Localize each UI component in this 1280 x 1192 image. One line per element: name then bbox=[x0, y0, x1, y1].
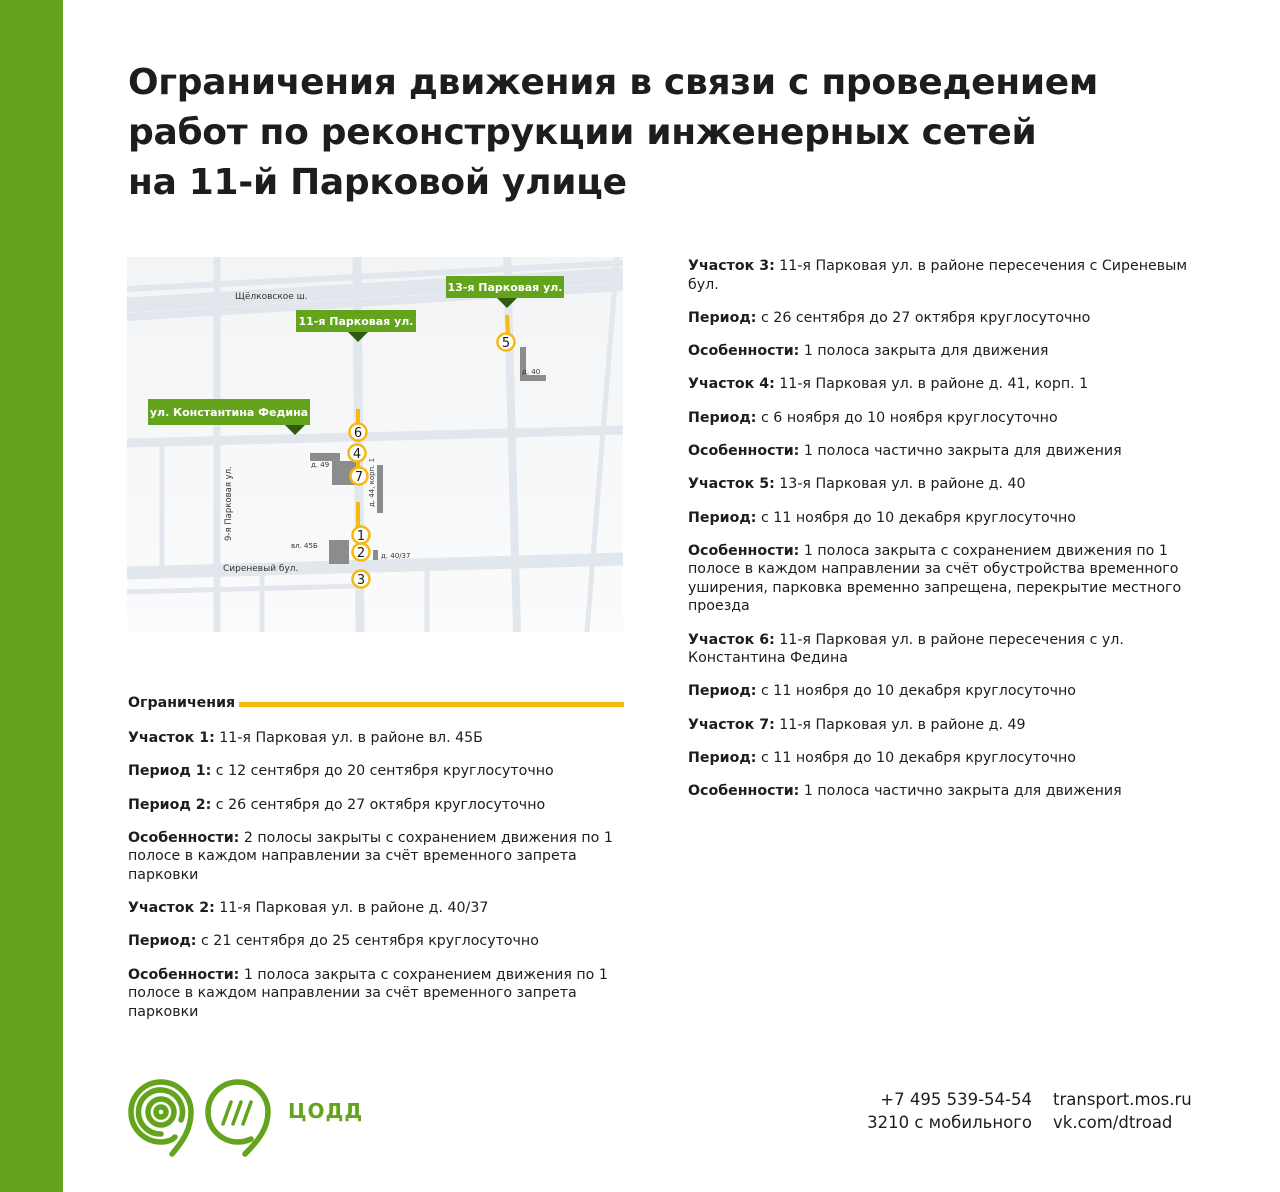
title-line: работ по реконструкции инженерных сетей bbox=[128, 112, 1037, 153]
info-text: 1 полоса закрыта с сохранением движения по 1 полосе в каждом направлении за счёт обустройства временного уширения, парковка временно запрещена, перекрытие местного проезда bbox=[688, 542, 1182, 615]
svg-text:5: 5 bbox=[501, 336, 511, 351]
marker-7 bbox=[351, 468, 368, 486]
label-sirenevy: Сиреневый бул. bbox=[223, 564, 299, 574]
info-item bbox=[688, 542, 1188, 616]
info-text: 11-я Парковая ул. в районе вл. 45Б bbox=[214, 730, 483, 746]
info-text: с 11 ноября до 10 декабря круглосуточно bbox=[756, 683, 1076, 700]
info-label: Период: bbox=[688, 309, 757, 326]
info-label: Участок 4: bbox=[688, 376, 775, 393]
map bbox=[127, 257, 623, 632]
svg-text:2: 2 bbox=[356, 546, 366, 561]
green-side-bar bbox=[0, 0, 63, 1192]
info-item bbox=[688, 631, 1188, 668]
phone-number[interactable]: +7 495 539-54-54 bbox=[880, 1090, 1032, 1109]
svg-text:7: 7 bbox=[354, 470, 364, 485]
info-label: Период: bbox=[688, 509, 757, 526]
info-text: с 12 сентября до 20 сентября круглосуточно bbox=[211, 763, 554, 780]
marker-5 bbox=[498, 334, 515, 352]
svg-text:1: 1 bbox=[356, 529, 366, 544]
info-item bbox=[128, 899, 628, 918]
info-label: Период: bbox=[688, 683, 757, 700]
building-vl45b bbox=[329, 540, 349, 564]
page-title bbox=[128, 58, 1238, 208]
info-label: Особенности: bbox=[688, 783, 800, 800]
codd-brand: ЦОДД bbox=[288, 1099, 364, 1123]
info-text: 1 полоса частично закрыта для движения bbox=[799, 783, 1122, 800]
label-shchelkovskoe: Щёлковское ш. bbox=[235, 292, 308, 302]
legend bbox=[128, 694, 624, 714]
info-item bbox=[128, 829, 628, 885]
label-building-d49: д. 49 bbox=[311, 461, 330, 469]
info-item bbox=[688, 682, 1188, 701]
info-item bbox=[688, 257, 1188, 294]
info-label: Участок 2: bbox=[128, 900, 215, 917]
info-label: Особенности: bbox=[688, 442, 800, 459]
building-d4037 bbox=[373, 550, 378, 560]
footer-links bbox=[1053, 1088, 1192, 1134]
info-text: 1 полоса закрыта с сохранением движения по 1 полосе в каждом направлении за счёт временного запрета парковки bbox=[128, 966, 608, 1020]
label-building-d40: д. 40 bbox=[522, 368, 541, 376]
label-building-d4037: д. 40/37 bbox=[381, 552, 411, 560]
info-label: Особенности: bbox=[128, 829, 240, 846]
marker-6 bbox=[350, 424, 367, 442]
info-label: Период: bbox=[688, 409, 757, 426]
marker-2 bbox=[353, 544, 370, 562]
title-line: на 11-й Парковой улице bbox=[128, 162, 627, 203]
codd-logo-icon bbox=[208, 1082, 268, 1154]
legend-line bbox=[239, 702, 624, 707]
info-text: с 26 сентября до 27 октября круглосуточно bbox=[211, 796, 546, 813]
label-park9: 9-я Парковая ул. bbox=[224, 466, 234, 541]
info-label: Период: bbox=[688, 750, 757, 767]
info-text: 2 полосы закрыты с сохранением движения по 1 полосе в каждом направлении за счёт временного запрета парковки bbox=[128, 829, 613, 883]
info-item bbox=[688, 475, 1188, 494]
info-label: Участок 3: bbox=[688, 258, 775, 274]
info-label: Участок 5: bbox=[688, 476, 775, 493]
callout-park11-text: 11-я Парковая ул. bbox=[298, 315, 414, 328]
mobile-short-number: 3210 с мобильного bbox=[867, 1113, 1032, 1132]
building-d44 bbox=[377, 465, 383, 513]
callout-fedina-text: ул. Константина Федина bbox=[149, 406, 309, 419]
info-item bbox=[128, 729, 628, 748]
info-text: 11-я Парковая ул. в районе пересечения с Сиреневым бул. bbox=[688, 258, 1188, 293]
info-label: Участок 7: bbox=[688, 716, 775, 733]
info-text: с 11 ноября до 10 декабря круглосуточно bbox=[756, 750, 1076, 767]
restrictions-right-column bbox=[688, 257, 1188, 816]
info-item bbox=[688, 749, 1188, 768]
info-text: 1 полоса закрыта для движения bbox=[799, 343, 1049, 360]
label-building-d44: д. 44, корп. 1 bbox=[368, 457, 376, 507]
info-label: Период: bbox=[128, 933, 197, 950]
info-label: Участок 6: bbox=[688, 631, 775, 648]
building-d49 bbox=[310, 453, 340, 461]
label-building-vl45b: вл. 45Б bbox=[291, 542, 318, 550]
info-text: 11-я Парковая ул. в районе д. 41, корп. 1 bbox=[774, 376, 1089, 393]
info-item bbox=[128, 932, 628, 951]
vk-link[interactable]: vk.com/dtroad bbox=[1053, 1113, 1173, 1132]
info-text: с 21 сентября до 25 сентября круглосуточно bbox=[196, 933, 539, 950]
info-label: Период 2: bbox=[128, 796, 212, 813]
info-item bbox=[688, 375, 1188, 394]
info-item bbox=[688, 442, 1188, 461]
info-text: 11-я Парковая ул. в районе пересечения с ул. Константина Федина bbox=[688, 631, 1124, 667]
info-item bbox=[688, 309, 1188, 328]
info-item bbox=[688, 716, 1188, 735]
marker-3 bbox=[353, 571, 370, 589]
info-text: 13-я Парковая ул. в районе д. 40 bbox=[774, 476, 1026, 493]
info-label: Период 1: bbox=[128, 763, 212, 780]
info-item bbox=[128, 796, 628, 815]
svg-text:4: 4 bbox=[352, 447, 362, 462]
marker-4 bbox=[349, 445, 366, 463]
footer-phones bbox=[867, 1088, 1032, 1134]
svg-text:3: 3 bbox=[356, 573, 366, 588]
info-label: Особенности: bbox=[128, 966, 240, 983]
info-text: 1 полоса частично закрыта для движения bbox=[799, 442, 1122, 459]
svg-text:6: 6 bbox=[353, 426, 363, 441]
info-item bbox=[688, 782, 1188, 801]
info-item bbox=[688, 509, 1188, 528]
info-text: с 26 сентября до 27 октября круглосуточно bbox=[756, 309, 1091, 326]
info-text: с 11 ноября до 10 декабря круглосуточно bbox=[756, 509, 1076, 526]
moscow-transport-logo-icon bbox=[131, 1082, 191, 1154]
info-item bbox=[128, 762, 628, 781]
callout-park13-text: 13-я Парковая ул. bbox=[447, 281, 563, 294]
info-item bbox=[688, 342, 1188, 361]
legend-label: Ограничения bbox=[128, 695, 236, 711]
marker-1 bbox=[353, 527, 370, 545]
info-text: с 6 ноября до 10 ноября круглосуточно bbox=[756, 409, 1058, 426]
info-text: 11-я Парковая ул. в районе д. 49 bbox=[774, 716, 1026, 733]
info-label: Особенности: bbox=[688, 343, 800, 360]
info-item bbox=[128, 966, 628, 1022]
info-label: Особенности: bbox=[688, 542, 800, 559]
info-label: Участок 1: bbox=[128, 730, 215, 746]
title-line: Ограничения движения в связи с проведением bbox=[128, 62, 1099, 103]
info-text: 11-я Парковая ул. в районе д. 40/37 bbox=[214, 900, 489, 917]
info-item bbox=[688, 409, 1188, 428]
website-link[interactable]: transport.mos.ru bbox=[1053, 1090, 1192, 1109]
restrictions-left-column bbox=[128, 729, 628, 1036]
